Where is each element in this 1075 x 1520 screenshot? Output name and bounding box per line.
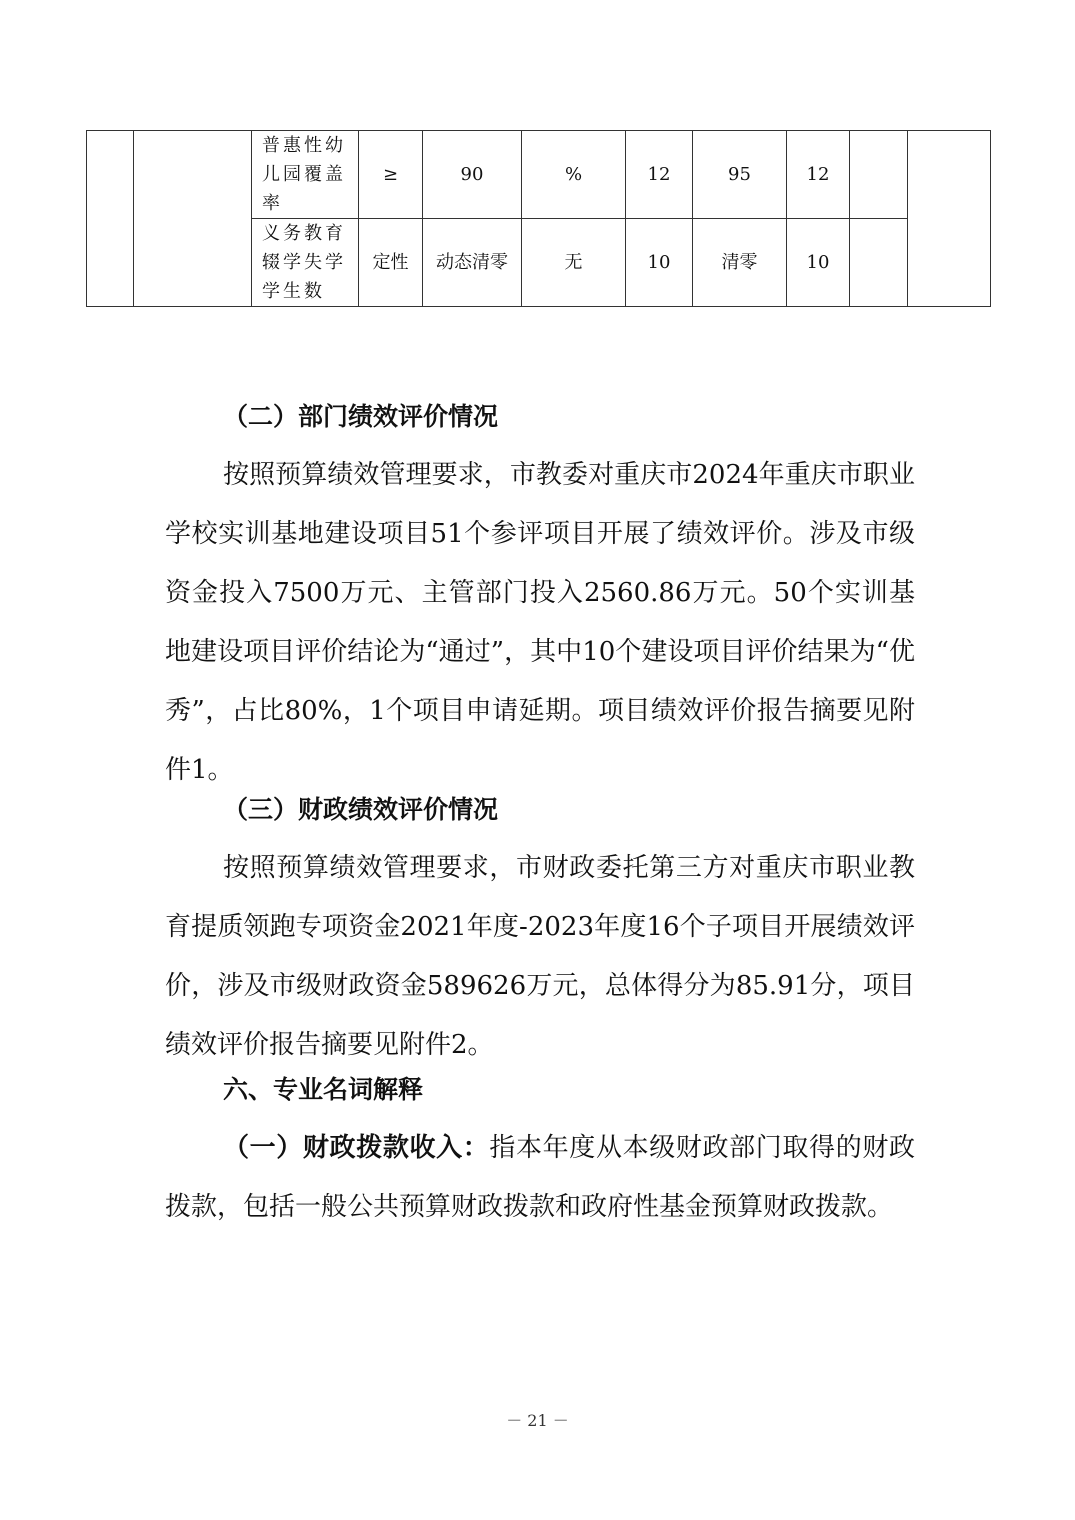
paragraph: 按照预算绩效管理要求，市财政委托第三方对重庆市职业教育提质领跑专项资金2021年度-2023年度16个子项目开展绩效评价，涉及市级财政资金589626万元，总体得分为85.91分，项目绩效评价报告摘要见附件2。: [165, 853, 915, 1060]
empty-cell: [87, 131, 134, 307]
operator-cell: ≥: [359, 131, 423, 219]
indicator-name: 义务教育辍学失学学生数: [252, 219, 359, 307]
score-cell: 12: [787, 131, 850, 219]
remark-cell: [850, 131, 908, 219]
indicator-name: 普惠性幼儿园覆盖率: [252, 131, 359, 219]
term-definition: 指本年度从本级财政部门取得的财政拨款，包括一般公共预算财政拨款和政府性基金预算财政拨款。: [165, 1133, 915, 1222]
fin-eval-section: [165, 780, 915, 1075]
section-heading: （二）部门绩效评价情况: [223, 402, 499, 431]
target-value-cell: 动态清零: [423, 219, 522, 307]
target-value-cell: 90: [423, 131, 522, 219]
operator-cell: 定性: [359, 219, 423, 307]
remark-cell: [850, 219, 908, 307]
section-heading: 六、专业名词解释: [223, 1075, 424, 1104]
paragraph: [165, 1119, 915, 1237]
table-row: [87, 131, 991, 219]
empty-cell: [908, 131, 991, 307]
term-label: （一）财政拨款收入：: [223, 1133, 490, 1163]
section-heading: （三）财政绩效评价情况: [223, 795, 499, 824]
performance-indicator-table: [86, 130, 991, 307]
empty-cell: [134, 131, 252, 307]
terms-section: [165, 1060, 915, 1237]
unit-cell: %: [522, 131, 626, 219]
score-cell: 10: [787, 219, 850, 307]
dept-eval-section: [165, 387, 915, 800]
paragraph: 按照预算绩效管理要求，市教委对重庆市2024年重庆市职业学校实训基地建设项目51个参评项目开展了绩效评价。涉及市级资金投入7500万元、主管部门投入2560.86万元。50个实训基地建设项目评价结论为“通过”，其中10个建设项目评价结果为“优秀”，占比80%，1个项目申请延期。项目绩效评价报告摘要见附件1。: [165, 460, 915, 785]
unit-cell: 无: [522, 219, 626, 307]
page-number: － 21 －: [506, 1411, 569, 1430]
actual-value-cell: 清零: [693, 219, 787, 307]
weight-cell: 12: [626, 131, 693, 219]
weight-cell: 10: [626, 219, 693, 307]
actual-value-cell: 95: [693, 131, 787, 219]
